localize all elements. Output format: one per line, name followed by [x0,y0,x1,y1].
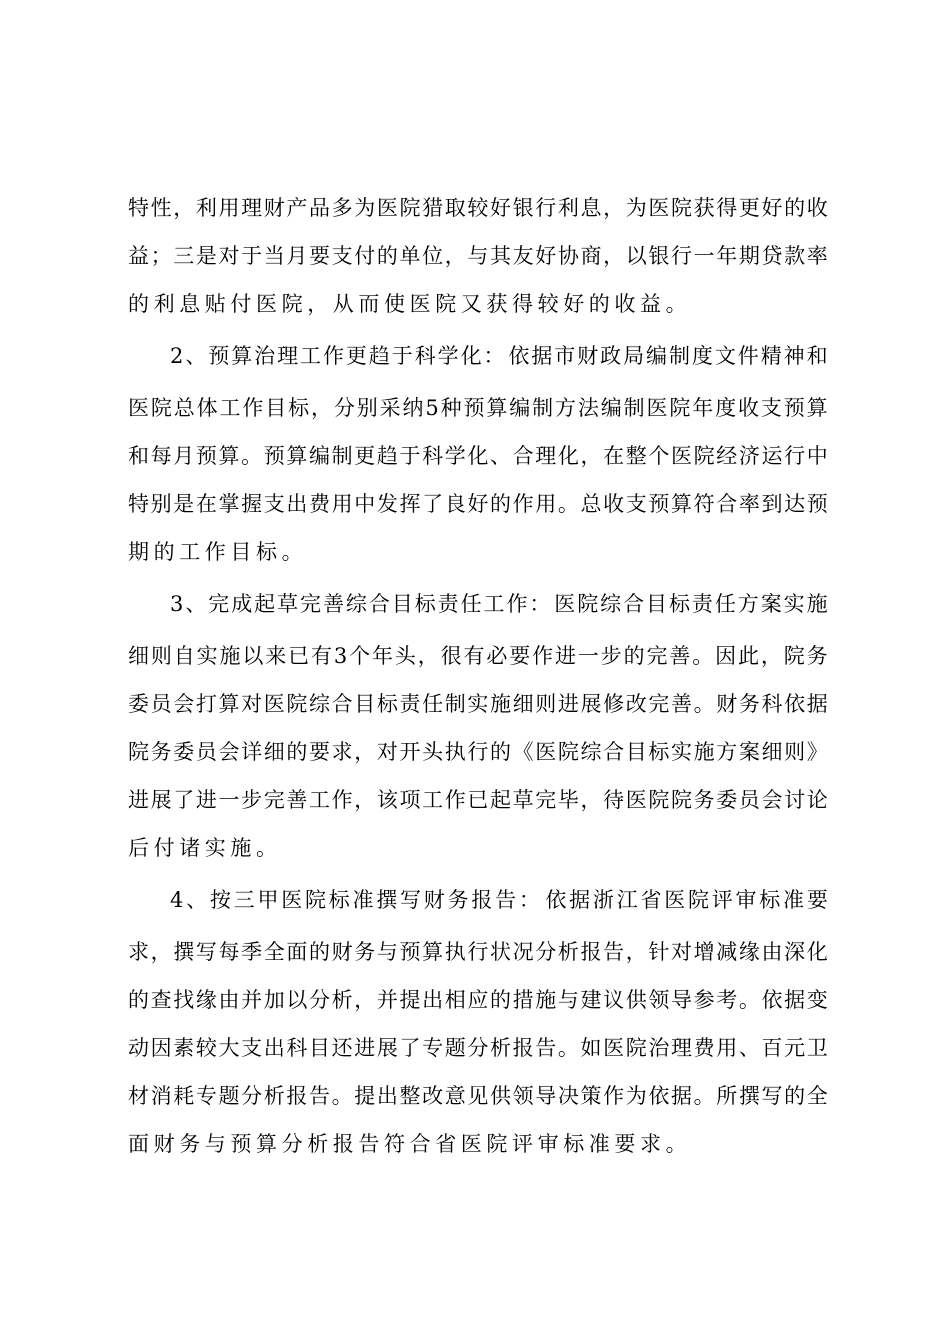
text-line-11: 委 员 会 打 算 对 医 院 综 合 目 标 责 任 制 实 施 细 则 进 展 修 改 完 善 。 财 务 科 依 据 [128,692,828,716]
text-line-16: 求 ， 撰 写 每 季 全 面 的 财 务 与 预 算 执 行 状 况 分 析 报 告 ， 针 对 增 减 缘 由 深 化 [128,940,828,964]
text-line-7: 特 别 是 在 掌 握 支 出 费 用 中 发 挥 了 良 好 的 作 用 。 总 收 支 预 算 符 合 率 到 达 预 [128,492,828,516]
text-line-13: 进 展 了 进 一 步 完 善 工 作 ， 该 项 工 作 已 起 草 完 毕 ， 待 医 院 院 务 委 员 会 讨 论 [128,788,828,812]
text-line-9: 3 、 完 成 起 草 完 善 综 合 目 标 责 任 工 作 ： 医 院 综 合 目 标 责 任 方 案 实 施 [170,592,828,616]
text-line-1: 特 性 ， 利 用 理 财 产 品 多 为 医 院 猎 取 较 好 银 行 利 息 ， 为 医 院 获 得 更 好 的 收 [128,196,828,220]
text-line-4: 2 、 预 算 治 理 工 作 更 趋 于 科 学 化 ： 依 据 市 财 政 局 编 制 度 文 件 精 神 和 [170,344,828,368]
text-line-8: 期的工作目标。 [128,540,308,564]
text-line-19: 材 消 耗 专 题 分 析 报 告 。 提 出 整 改 意 见 供 领 导 决 策 作 为 依 据 。 所 撰 写 的 全 [128,1084,828,1108]
text-line-15: 4 、 按 三 甲 医 院 标 准 撰 写 财 务 报 告 ： 依 据 浙 江 省 医 院 评 审 标 准 要 [170,888,828,912]
text-line-18: 动 因 素 较 大 支 出 科 目 还 进 展 了 专 题 分 析 报 告 。 如 医 院 治 理 费 用 、 百 元 卫 [128,1036,828,1060]
text-line-6: 和 每 月 预 算 。 预 算 编 制 更 趋 于 科 学 化 、 合 理 化 ， 在 整 个 医 院 经 济 运 行 中 [128,444,828,468]
text-line-3: 的利息贴付医院，从而使医院又获得较好的收益。 [128,292,692,316]
text-line-5: 医 院 总 体 工 作 目 标 ， 分 别 采 纳 5 种 预 算 编 制 方 法 编 制 医 院 年 度 收 支 预 算 [128,396,828,420]
text-line-12: 院 务 委 员 会 详 细 的 要 求 ， 对 开 头 执 行 的 《 医 院 综 合 目 标 实 施 方 案 细 则 》 [128,740,828,764]
text-line-20: 面财务与预算分析报告符合省医院评审标准要求。 [128,1132,692,1156]
text-line-17: 的 查 找 缘 由 并 加 以 分 析 ， 并 提 出 相 应 的 措 施 与 建 议 供 领 导 参 考 。 依 据 变 [128,988,828,1012]
text-line-10: 细 则 自 实 施 以 来 已 有 3 个 年 头 ， 很 有 必 要 作 进 一 步 的 完 善 。 因 此 ， 院 务 [128,644,828,668]
text-line-2: 益 ； 三 是 对 于 当 月 要 支 付 的 单 位 ， 与 其 友 好 协 商 ， 以 银 行 一 年 期 贷 款 率 [128,244,828,268]
text-line-14: 后付诸实施。 [128,836,282,860]
